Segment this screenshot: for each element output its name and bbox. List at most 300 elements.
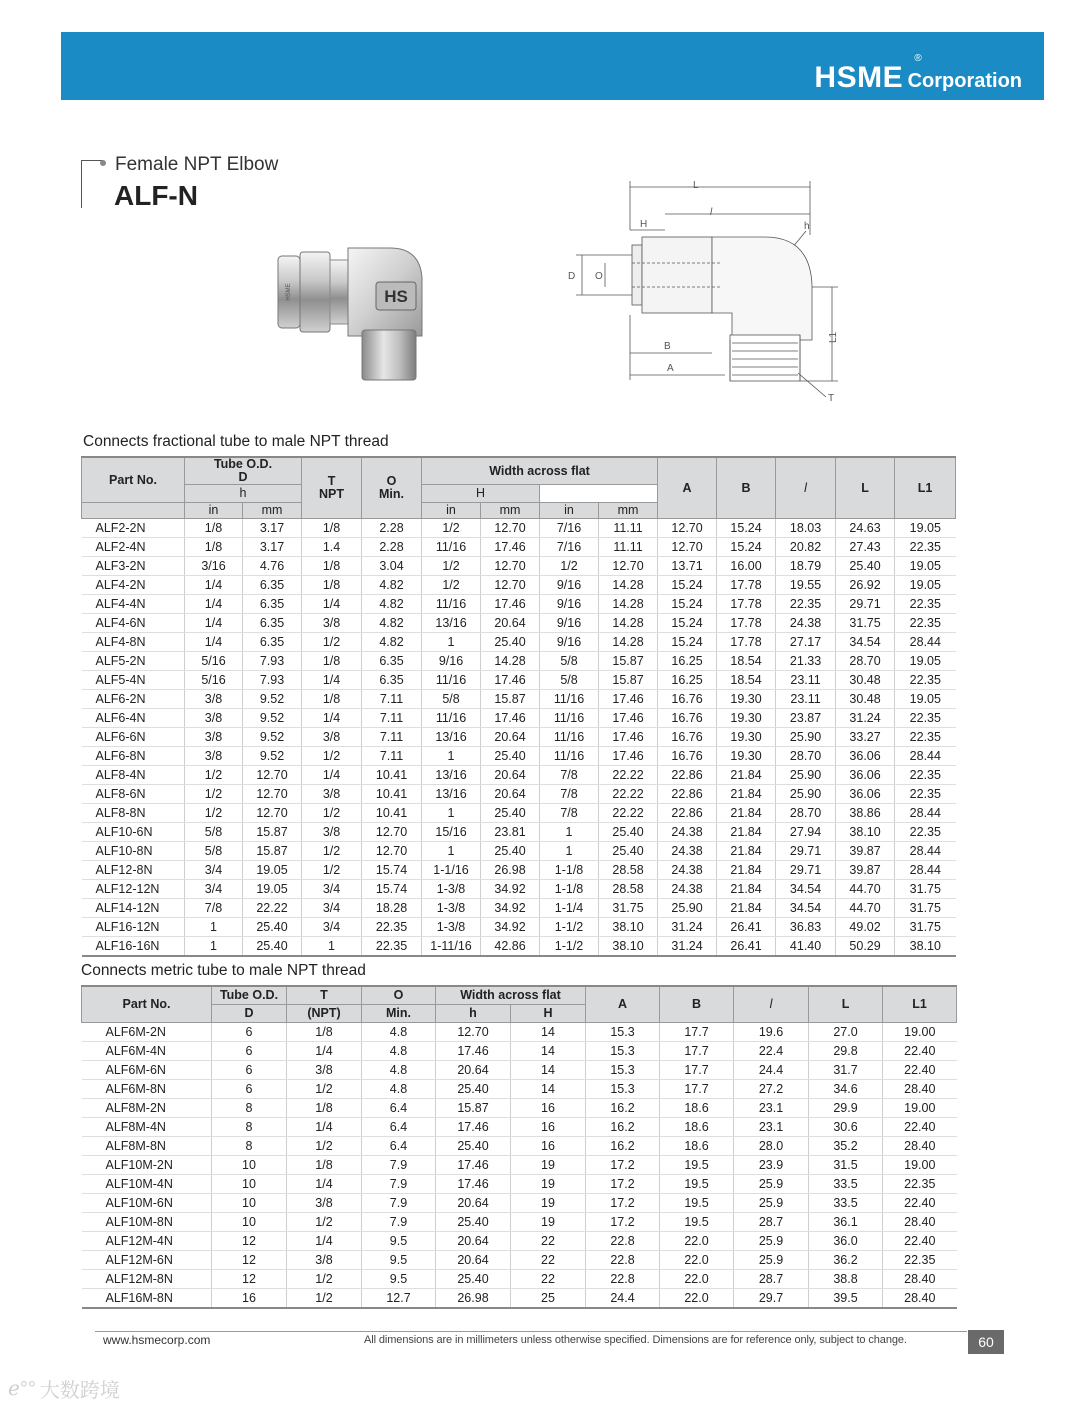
table-cell: 11.11 bbox=[599, 519, 658, 538]
m-col-l-big: L bbox=[809, 986, 883, 1022]
table-cell: 20.64 bbox=[436, 1193, 511, 1212]
table-cell: 1/8 bbox=[302, 557, 362, 576]
table-cell: 36.06 bbox=[836, 785, 895, 804]
table-row bbox=[82, 576, 956, 595]
table-cell: 22.40 bbox=[883, 1060, 957, 1079]
table-row bbox=[82, 633, 956, 652]
table-cell: 31.75 bbox=[895, 918, 956, 937]
col-l1: L1 bbox=[895, 457, 956, 519]
table-cell: 28.40 bbox=[883, 1288, 957, 1308]
table-cell: 38.10 bbox=[836, 823, 895, 842]
fractional-caption: Connects fractional tube to male NPT thread bbox=[83, 433, 389, 450]
table-cell: 25 bbox=[511, 1288, 586, 1308]
table-cell: 7.93 bbox=[243, 652, 302, 671]
part-number-cell: ALF4-6N bbox=[82, 614, 185, 633]
table-cell: 39.87 bbox=[836, 861, 895, 880]
table-cell: 22.86 bbox=[658, 804, 717, 823]
table-cell: 6.35 bbox=[243, 595, 302, 614]
footer-url[interactable]: www.hsmecorp.com bbox=[103, 1333, 211, 1347]
col-width-across-flat: Width across flat bbox=[422, 457, 658, 485]
table-cell: 28.70 bbox=[776, 747, 836, 766]
table-cell: 23.9 bbox=[734, 1155, 809, 1174]
table-cell: 28.44 bbox=[895, 804, 956, 823]
part-number-cell: ALF6M-6N bbox=[82, 1060, 212, 1079]
table-cell: 22.35 bbox=[362, 937, 422, 957]
table-cell: 33.5 bbox=[809, 1174, 883, 1193]
col-h-in: in bbox=[422, 503, 481, 519]
footer-divider bbox=[95, 1331, 967, 1332]
table-cell: 1/4 bbox=[302, 595, 362, 614]
header-banner bbox=[61, 32, 1044, 100]
table-cell: 7/8 bbox=[540, 766, 599, 785]
table-cell: 14.28 bbox=[599, 576, 658, 595]
table-cell: 34.54 bbox=[776, 899, 836, 918]
table-cell: 1/2 bbox=[185, 785, 243, 804]
table-cell: 1/8 bbox=[185, 538, 243, 557]
part-number-cell: ALF8M-2N bbox=[82, 1098, 212, 1117]
table-cell: 19.05 bbox=[895, 652, 956, 671]
table-cell: 1-1/16 bbox=[422, 861, 481, 880]
table-cell: 20.82 bbox=[776, 538, 836, 557]
table-cell: 19.5 bbox=[660, 1212, 734, 1231]
brand-logo bbox=[814, 53, 1022, 95]
table-cell: 17.46 bbox=[599, 747, 658, 766]
table-cell: 19 bbox=[511, 1193, 586, 1212]
table-row bbox=[82, 842, 956, 861]
table-cell: 23.11 bbox=[776, 671, 836, 690]
table-row bbox=[82, 538, 956, 557]
col-a: A bbox=[658, 457, 717, 519]
table-cell: 17.46 bbox=[599, 709, 658, 728]
table-cell: 26.98 bbox=[481, 861, 540, 880]
table-row bbox=[82, 652, 956, 671]
table-cell: 22.35 bbox=[895, 595, 956, 614]
table-row bbox=[82, 1079, 957, 1098]
table-cell: 28.70 bbox=[776, 804, 836, 823]
table-cell: 1/8 bbox=[302, 576, 362, 595]
table-cell: 12.70 bbox=[481, 557, 540, 576]
table-cell: 21.84 bbox=[717, 880, 776, 899]
table-cell: 39.87 bbox=[836, 842, 895, 861]
table-cell: 22.0 bbox=[660, 1231, 734, 1250]
table-cell: 3/8 bbox=[185, 747, 243, 766]
table-cell: 19 bbox=[511, 1212, 586, 1231]
table-cell: 1 bbox=[422, 747, 481, 766]
part-number-cell: ALF12M-4N bbox=[82, 1231, 212, 1250]
table-cell: 11/16 bbox=[422, 709, 481, 728]
table-cell: 1/8 bbox=[287, 1098, 362, 1117]
table-cell: 9.52 bbox=[243, 728, 302, 747]
table-cell: 27.43 bbox=[836, 538, 895, 557]
table-row bbox=[82, 595, 956, 614]
table-cell: 1 bbox=[302, 937, 362, 957]
table-cell: 17.46 bbox=[599, 690, 658, 709]
col-H-mm: mm bbox=[599, 503, 658, 519]
part-number-cell: ALF3-2N bbox=[82, 557, 185, 576]
part-number-cell: ALF10M-4N bbox=[82, 1174, 212, 1193]
table-cell: 25.9 bbox=[734, 1231, 809, 1250]
table-cell: 14.28 bbox=[599, 614, 658, 633]
table-cell: 17.7 bbox=[660, 1079, 734, 1098]
table-cell: 25.40 bbox=[481, 804, 540, 823]
table-cell: 1/2 bbox=[287, 1288, 362, 1308]
table-cell: 1/4 bbox=[287, 1117, 362, 1136]
table-row bbox=[82, 937, 956, 957]
table-cell: 29.8 bbox=[809, 1041, 883, 1060]
table-cell: 28.58 bbox=[599, 861, 658, 880]
part-number-cell: ALF14-12N bbox=[82, 899, 185, 918]
m-col-t-sub: (NPT) bbox=[287, 1004, 362, 1022]
dim-l-label: l bbox=[710, 207, 713, 218]
m-col-l1: L1 bbox=[883, 986, 957, 1022]
table-cell: 16.2 bbox=[586, 1136, 660, 1155]
part-number-cell: ALF12-8N bbox=[82, 861, 185, 880]
table-cell: 23.87 bbox=[776, 709, 836, 728]
table-cell: 1 bbox=[540, 823, 599, 842]
part-number-cell: ALF5-2N bbox=[82, 652, 185, 671]
table-row bbox=[82, 1269, 957, 1288]
table-cell: 50.29 bbox=[836, 937, 895, 957]
table-cell: 6.35 bbox=[243, 633, 302, 652]
table-cell: 28.70 bbox=[836, 652, 895, 671]
table-cell: 33.5 bbox=[809, 1193, 883, 1212]
table-cell: 22.35 bbox=[776, 595, 836, 614]
table-cell: 22.4 bbox=[734, 1041, 809, 1060]
table-row bbox=[82, 1022, 957, 1041]
table-cell: 19.6 bbox=[734, 1022, 809, 1041]
table-cell: 9.5 bbox=[362, 1269, 436, 1288]
table-cell: 15.87 bbox=[599, 671, 658, 690]
m-col-o-sub: Min. bbox=[362, 1004, 436, 1022]
table-cell: 5/8 bbox=[185, 842, 243, 861]
metric-table bbox=[81, 985, 957, 1309]
table-row bbox=[82, 899, 956, 918]
table-cell: 1/4 bbox=[185, 576, 243, 595]
table-cell: 28.40 bbox=[883, 1269, 957, 1288]
table-row bbox=[82, 728, 956, 747]
table-row bbox=[82, 1250, 957, 1269]
table-cell: 13.71 bbox=[658, 557, 717, 576]
table-cell: 17.46 bbox=[599, 728, 658, 747]
table-cell: 1 bbox=[422, 804, 481, 823]
brand-sub: Corporation bbox=[907, 70, 1022, 92]
col-b: B bbox=[717, 457, 776, 519]
m-col-l-small: l bbox=[734, 986, 809, 1022]
table-cell: 25.90 bbox=[776, 785, 836, 804]
product-photo bbox=[270, 238, 430, 383]
table-cell: 19.30 bbox=[717, 747, 776, 766]
table-cell: 6 bbox=[212, 1060, 287, 1079]
col-l-small: l bbox=[776, 457, 836, 519]
table-cell: 4.82 bbox=[362, 595, 422, 614]
dim-L1-label: L1 bbox=[828, 331, 839, 343]
table-cell: 1-11/16 bbox=[422, 937, 481, 957]
product-model: ALF-N bbox=[114, 180, 198, 211]
table-cell: 6 bbox=[212, 1041, 287, 1060]
table-cell: 17.46 bbox=[436, 1041, 511, 1060]
table-cell: 4.8 bbox=[362, 1079, 436, 1098]
part-number-cell: ALF8M-8N bbox=[82, 1136, 212, 1155]
table-cell: 4.82 bbox=[362, 633, 422, 652]
table-cell: 25.90 bbox=[658, 899, 717, 918]
table-cell: 33.27 bbox=[836, 728, 895, 747]
product-subtitle: Female NPT Elbow bbox=[115, 154, 279, 175]
table-cell: 29.7 bbox=[734, 1288, 809, 1308]
col-o: O Min. bbox=[362, 457, 422, 519]
table-cell: 1/2 bbox=[302, 633, 362, 652]
dim-O-label: O bbox=[595, 271, 603, 282]
table-cell: 22.35 bbox=[895, 671, 956, 690]
table-cell: 17.2 bbox=[586, 1155, 660, 1174]
table-cell: 16.76 bbox=[658, 728, 717, 747]
table-cell: 21.84 bbox=[717, 861, 776, 880]
col-tube-od: Tube O.D. D bbox=[185, 457, 302, 485]
table-cell: 14.28 bbox=[481, 652, 540, 671]
part-number-cell: ALF5-4N bbox=[82, 671, 185, 690]
table-cell: 15.24 bbox=[658, 633, 717, 652]
table-cell: 25.40 bbox=[599, 842, 658, 861]
table-cell: 49.02 bbox=[836, 918, 895, 937]
table-cell: 7.11 bbox=[362, 747, 422, 766]
table-cell: 15.74 bbox=[362, 880, 422, 899]
page-number: 60 bbox=[968, 1330, 1004, 1354]
table-cell: 25.9 bbox=[734, 1250, 809, 1269]
table-row bbox=[82, 709, 956, 728]
table-cell: 22.22 bbox=[599, 804, 658, 823]
table-cell: 8 bbox=[212, 1117, 287, 1136]
table-cell: 38.10 bbox=[895, 937, 956, 957]
table-cell: 9/16 bbox=[540, 576, 599, 595]
part-number-cell: ALF16-12N bbox=[82, 918, 185, 937]
table-cell: 25.40 bbox=[599, 823, 658, 842]
table-cell: 17.7 bbox=[660, 1060, 734, 1079]
table-cell: 22.40 bbox=[883, 1193, 957, 1212]
part-number-cell: ALF2-4N bbox=[82, 538, 185, 557]
part-number-cell: ALF10-6N bbox=[82, 823, 185, 842]
part-number-cell: ALF12M-8N bbox=[82, 1269, 212, 1288]
table-cell: 17.46 bbox=[436, 1155, 511, 1174]
table-cell: 39.5 bbox=[809, 1288, 883, 1308]
table-cell: 10.41 bbox=[362, 785, 422, 804]
table-cell: 13/16 bbox=[422, 766, 481, 785]
table-cell: 15.3 bbox=[586, 1079, 660, 1098]
table-row bbox=[82, 766, 956, 785]
table-cell: 3/4 bbox=[185, 880, 243, 899]
m-col-width-across-flat: Width across flat bbox=[436, 986, 586, 1004]
dim-H-label: H bbox=[640, 219, 648, 230]
table-cell: 20.64 bbox=[436, 1231, 511, 1250]
table-cell: 24.63 bbox=[836, 519, 895, 538]
table-cell: 1/8 bbox=[302, 652, 362, 671]
table-row bbox=[82, 880, 956, 899]
table-cell: 34.54 bbox=[776, 880, 836, 899]
table-cell: 1/4 bbox=[287, 1174, 362, 1193]
table-cell: 17.46 bbox=[481, 709, 540, 728]
table-cell: 11/16 bbox=[422, 671, 481, 690]
table-cell: 15/16 bbox=[422, 823, 481, 842]
table-cell: 30.6 bbox=[809, 1117, 883, 1136]
table-cell: 17.2 bbox=[586, 1174, 660, 1193]
table-row bbox=[82, 1155, 957, 1174]
table-cell: 38.10 bbox=[599, 918, 658, 937]
table-cell: 23.1 bbox=[734, 1098, 809, 1117]
table-cell: 14.28 bbox=[599, 595, 658, 614]
table-cell: 24.4 bbox=[734, 1060, 809, 1079]
table-cell: 21.84 bbox=[717, 785, 776, 804]
table-cell: 21.84 bbox=[717, 842, 776, 861]
metric-table-body bbox=[82, 1022, 957, 1308]
table-cell: 16.25 bbox=[658, 652, 717, 671]
table-cell: 5/8 bbox=[540, 652, 599, 671]
table-cell: 22.35 bbox=[883, 1250, 957, 1269]
table-cell: 15.3 bbox=[586, 1060, 660, 1079]
table-cell: 34.92 bbox=[481, 899, 540, 918]
table-cell: 34.92 bbox=[481, 918, 540, 937]
table-cell: 17.78 bbox=[717, 595, 776, 614]
table-cell: 12.70 bbox=[243, 804, 302, 823]
table-cell: 16.2 bbox=[586, 1117, 660, 1136]
table-cell: 2.28 bbox=[362, 538, 422, 557]
table-row bbox=[82, 671, 956, 690]
watermark bbox=[8, 1374, 120, 1403]
col-h-small: h bbox=[185, 485, 302, 503]
part-number-cell: ALF6M-2N bbox=[82, 1022, 212, 1041]
table-cell: 28.44 bbox=[895, 842, 956, 861]
part-number-cell: ALF16M-8N bbox=[82, 1288, 212, 1308]
table-cell: 18.03 bbox=[776, 519, 836, 538]
table-cell: 6.4 bbox=[362, 1136, 436, 1155]
part-number-cell: ALF10-8N bbox=[82, 842, 185, 861]
table-cell: 16 bbox=[511, 1117, 586, 1136]
table-cell: 25.40 bbox=[243, 918, 302, 937]
col-part-no: Part No. bbox=[82, 457, 185, 503]
dim-L-label: L bbox=[693, 180, 699, 191]
table-cell: 22.8 bbox=[586, 1231, 660, 1250]
table-cell: 25.40 bbox=[481, 842, 540, 861]
table-cell: 12.70 bbox=[481, 576, 540, 595]
table-cell: 1 bbox=[422, 842, 481, 861]
table-row bbox=[82, 1060, 957, 1079]
table-cell: 10.41 bbox=[362, 766, 422, 785]
col-H-in: in bbox=[540, 503, 599, 519]
table-cell: 9/16 bbox=[540, 595, 599, 614]
table-cell: 15.24 bbox=[658, 614, 717, 633]
table-cell: 7.9 bbox=[362, 1193, 436, 1212]
table-cell: 1/4 bbox=[302, 709, 362, 728]
table-cell: 19.30 bbox=[717, 709, 776, 728]
table-cell: 15.87 bbox=[481, 690, 540, 709]
table-cell: 15.87 bbox=[436, 1098, 511, 1117]
table-cell: 15.24 bbox=[717, 538, 776, 557]
table-cell: 15.24 bbox=[658, 576, 717, 595]
m-col-t: T bbox=[287, 986, 362, 1004]
table-cell: 18.54 bbox=[717, 671, 776, 690]
part-number-cell: ALF8-4N bbox=[82, 766, 185, 785]
table-cell: 1/2 bbox=[287, 1136, 362, 1155]
col-od-in: in bbox=[185, 503, 243, 519]
table-cell: 31.24 bbox=[836, 709, 895, 728]
table-cell: 12.70 bbox=[658, 519, 717, 538]
table-cell: 9.52 bbox=[243, 709, 302, 728]
table-cell: 24.4 bbox=[586, 1288, 660, 1308]
technical-drawing bbox=[560, 175, 850, 410]
table-cell: 13/16 bbox=[422, 785, 481, 804]
table-cell: 18.6 bbox=[660, 1117, 734, 1136]
table-cell: 12.70 bbox=[436, 1022, 511, 1041]
table-cell: 26.41 bbox=[717, 937, 776, 957]
table-cell: 12 bbox=[212, 1250, 287, 1269]
table-cell: 3.17 bbox=[243, 538, 302, 557]
table-cell: 25.40 bbox=[436, 1079, 511, 1098]
table-cell: 1/2 bbox=[287, 1212, 362, 1231]
table-cell: 22.8 bbox=[586, 1269, 660, 1288]
col-h-mm: mm bbox=[481, 503, 540, 519]
table-cell: 4.8 bbox=[362, 1060, 436, 1079]
table-cell: 42.86 bbox=[481, 937, 540, 957]
m-col-part-no: Part No. bbox=[82, 986, 212, 1022]
table-cell: 16.76 bbox=[658, 690, 717, 709]
table-cell: 22.35 bbox=[895, 728, 956, 747]
table-cell: 22.40 bbox=[883, 1041, 957, 1060]
table-cell: 26.41 bbox=[717, 918, 776, 937]
table-cell: 25.90 bbox=[776, 766, 836, 785]
table-cell: 12.70 bbox=[658, 538, 717, 557]
table-cell: 1/2 bbox=[185, 766, 243, 785]
table-cell: 16.76 bbox=[658, 709, 717, 728]
table-cell: 23.81 bbox=[481, 823, 540, 842]
table-cell: 28.44 bbox=[895, 747, 956, 766]
footer-note: All dimensions are in millimeters unless otherwise specified. Dimensions are for reference only, subject to change. bbox=[364, 1334, 907, 1346]
table-cell: 14.28 bbox=[599, 633, 658, 652]
table-row bbox=[82, 1041, 957, 1060]
table-cell: 16.00 bbox=[717, 557, 776, 576]
part-number-cell: ALF8M-4N bbox=[82, 1117, 212, 1136]
table-cell: 14 bbox=[511, 1041, 586, 1060]
table-cell: 15.87 bbox=[243, 842, 302, 861]
table-cell: 27.2 bbox=[734, 1079, 809, 1098]
table-cell: 19.00 bbox=[883, 1155, 957, 1174]
part-number-cell: ALF10M-8N bbox=[82, 1212, 212, 1231]
table-cell: 3.17 bbox=[243, 519, 302, 538]
table-cell: 8 bbox=[212, 1136, 287, 1155]
table-cell: 1/4 bbox=[287, 1231, 362, 1250]
table-cell: 11/16 bbox=[422, 538, 481, 557]
dim-B-label: B bbox=[664, 341, 671, 352]
table-cell: 1/4 bbox=[185, 614, 243, 633]
table-cell: 7/8 bbox=[540, 785, 599, 804]
table-cell: 19 bbox=[511, 1155, 586, 1174]
table-cell: 3.04 bbox=[362, 557, 422, 576]
part-number-cell: ALF8-6N bbox=[82, 785, 185, 804]
table-cell: 18.28 bbox=[362, 899, 422, 918]
table-cell: 23.1 bbox=[734, 1117, 809, 1136]
table-cell: 7.11 bbox=[362, 709, 422, 728]
table-cell: 22.0 bbox=[660, 1250, 734, 1269]
table-cell: 9/16 bbox=[422, 652, 481, 671]
part-number-cell: ALF2-2N bbox=[82, 519, 185, 538]
title-bracket bbox=[81, 160, 103, 208]
m-col-o: O bbox=[362, 986, 436, 1004]
table-cell: 28.40 bbox=[883, 1136, 957, 1155]
table-cell: 26.92 bbox=[836, 576, 895, 595]
table-cell: 30.48 bbox=[836, 671, 895, 690]
table-cell: 12.70 bbox=[481, 519, 540, 538]
table-cell: 22.35 bbox=[362, 918, 422, 937]
part-number-cell: ALF10M-6N bbox=[82, 1193, 212, 1212]
part-number-cell: ALF10M-2N bbox=[82, 1155, 212, 1174]
table-cell: 3/8 bbox=[185, 709, 243, 728]
table-cell: 9/16 bbox=[540, 633, 599, 652]
